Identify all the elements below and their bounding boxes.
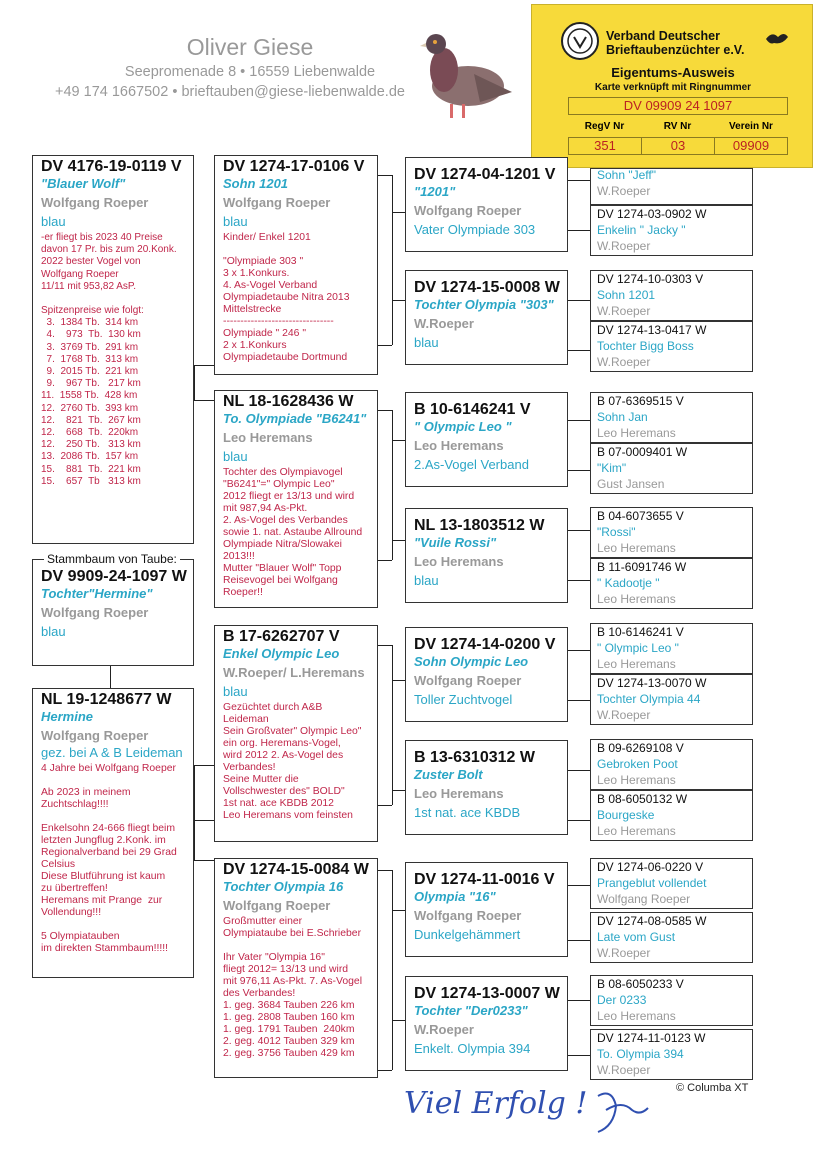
gen3-breeder: Leo Heremans (414, 786, 504, 801)
gen3-name: Tochter "Der0233" (414, 1003, 528, 1018)
card-col-rv: RV Nr (663, 121, 692, 132)
breeder-name: Oliver Giese (186, 34, 314, 60)
signature-scribble-icon (592, 1086, 652, 1138)
gen4-name: Gebroken Poot (597, 757, 678, 771)
gen4-name: Tochter Bigg Boss (597, 339, 694, 353)
gen4-name: "Kim" (597, 461, 627, 475)
gen4-name: " Olympic Leo " (597, 641, 679, 655)
gen4-ring: DV 1274-08-0585 W (597, 914, 707, 928)
gen4-ring: B 09-6269108 V (597, 741, 684, 755)
grandfather-paternal-box (214, 155, 378, 375)
gen4-ring: DV 1274-11-0123 W (597, 1031, 706, 1045)
gen4-ring: B 08-6050132 W (597, 792, 688, 806)
fm-breeder: Leo Heremans (223, 430, 313, 445)
gen3-desc: Dunkelgehämmert (414, 927, 521, 942)
gen3-breeder: Wolfgang Roeper (414, 908, 522, 923)
gen3-box (405, 627, 568, 722)
pigeon-emblem-icon (764, 29, 790, 47)
gen3-desc: Vater Olympiade 303 (414, 222, 536, 237)
card-ring-number: DV 09909 24 1097 (568, 97, 788, 115)
connector (110, 666, 111, 688)
gen3-breeder: Wolfgang Roeper (414, 673, 522, 688)
gen4-ring: B 08-6050233 V (597, 977, 684, 991)
copyright: © Columba XT (676, 1082, 749, 1094)
gen3-ring: B 10-6146241 V (414, 401, 531, 418)
father-breeder: Wolfgang Roeper (41, 195, 149, 210)
gen3-ring: DV 1274-04-1201 V (414, 166, 556, 183)
gen4-box (590, 392, 753, 443)
card-org-name: Verband Deutscher Brieftaubenzüchter e.V. (606, 29, 745, 57)
gen4-box (590, 443, 753, 494)
gen3-desc: 1st nat. ace KBDB (414, 805, 521, 820)
gen4-breeder: Leo Heremans (597, 657, 676, 671)
gen4-name: Prangeblut vollendet (597, 876, 707, 890)
gen4-breeder: Leo Heremans (597, 426, 676, 440)
gen3-desc: Enkelt. Olympia 394 (414, 1041, 531, 1056)
gen3-breeder: W.Roeper (414, 316, 474, 331)
gen3-name: Sohn Olympic Leo (414, 654, 529, 669)
gen4-name: Enkelin " Jacky " (597, 223, 686, 237)
breeder-contact: +49 174 1667502 • brieftauben@giese-liebenwalde.de (55, 84, 405, 100)
gen4-box (590, 790, 753, 841)
mm-breeder: Wolfgang Roeper (223, 898, 331, 913)
father-color: blau (41, 214, 66, 229)
gen4-ring: DV 1274-13-0070 W (597, 676, 707, 690)
subject-label: Stammbaum von Taube: (44, 552, 180, 566)
gen3-desc: 2.As-Vogel Verband (414, 457, 529, 472)
gen3-box (405, 862, 568, 957)
gen4-box (590, 623, 753, 674)
pigeon-photo (414, 30, 514, 124)
gen4-breeder: Leo Heremans (597, 773, 676, 787)
gen4-ring: B 10-6146241 V (597, 625, 684, 639)
father-name: "Blauer Wolf" (41, 176, 126, 191)
gen4-ring: DV 1274-03-0902 W (597, 207, 707, 221)
gen4-breeder: W.Roeper (597, 184, 651, 198)
gen3-breeder: Leo Heremans (414, 438, 504, 453)
gen3-ring: DV 1274-15-0008 W (414, 279, 560, 296)
gen3-name: Zuster Bolt (414, 767, 483, 782)
mother-name: Hermine (41, 709, 94, 724)
gen3-name: Tochter Olympia "303" (414, 297, 554, 312)
mm-ring: DV 1274-15-0084 W (223, 861, 369, 878)
gen4-name: Sohn 1201 (597, 288, 656, 302)
gen4-breeder: W.Roeper (597, 1063, 651, 1077)
father-box (32, 155, 194, 544)
gen3-desc: blau (414, 573, 439, 588)
gen4-name: Tochter Olympia 44 (597, 692, 701, 706)
breeder-address: Seepromenade 8 • 16559 Liebenwalde (124, 64, 376, 80)
gen3-desc: blau (414, 335, 439, 350)
gen3-desc: Toller Zuchtvogel (414, 692, 513, 707)
gen4-box (590, 507, 753, 558)
ff-color: blau (223, 214, 248, 229)
card-values: 351 03 09909 (568, 137, 788, 155)
ff-name: Sohn 1201 (223, 176, 289, 191)
father-notes: -er fliegt bis 2023 40 Preise davon 17 Pr. bis zum 20.Konk. 2022 bester Vogel von Wolfgang Roeper 11/11 mit 953,82 AsP. Spitzenpreise wie folgt: 3. 1384 Tb. 314 km 4. 973 Tb. 130 km 3. 3769 Tb. 291 km 7. 1768 Tb. 313 km 9. 2015 Tb. 221 km 9. 967 Tb. 217 km 11. 1558 Tb. 428 km 12. 2760 Tb. 393 km 12. 821 Tb. 267 km 12. 668 Tb. 220km 12. 250 Tb. 313 km 13. 2086 Tb. 157 km 15. 881 Tb. 221 km 15. 657 Tb 313 km (41, 232, 177, 487)
gen3-name: "1201" (414, 184, 456, 199)
gen4-breeder: W.Roeper (597, 355, 651, 369)
grandmother-maternal-box (214, 858, 378, 1078)
gen4-breeder: Leo Heremans (597, 1009, 676, 1023)
gen4-name: Der 0233 (597, 993, 647, 1007)
fm-notes: Tochter des Olympiavogel "B6241"=" Olympic Leo" 2012 fliegt er 13/13 und wird mit 987,94 As-Pkt. 2. As-Vogel des Verbandes sowie 1. nat. Astaube Allround Olympiade Nitra/Slowakei 2013!!! Mutter "Blauer Wolf" Topp Reisevogel bei Wolfgang Roeper!! (223, 467, 363, 598)
mother-color: gez. bei A & B Leideman (41, 745, 183, 760)
gen4-name: Sohn Jan (597, 410, 648, 424)
gen4-name: "Rossi" (597, 525, 636, 539)
gen3-box (405, 392, 568, 487)
mother-box (32, 688, 194, 978)
father-ring: DV 4176-19-0119 V (41, 158, 182, 175)
gen3-box (405, 157, 568, 252)
subject-color: blau (41, 624, 66, 639)
subject-ring: DV 9909-24-1097 W (41, 568, 187, 585)
vdb-logo-icon (560, 21, 600, 61)
ff-breeder: Wolfgang Roeper (223, 195, 331, 210)
gen4-breeder: W.Roeper (597, 946, 651, 960)
gen3-ring: NL 13-1803512 W (414, 517, 545, 534)
mother-notes: 4 Jahre bei Wolfgang Roeper Ab 2023 in meinem Zuchtschlag!!!! Enkelsohn 24-666 fliegt beim letzten Jungflug 2.Konk. im Regionalverband bei 29 Grad Celsius Diese Blutführung ist kaum zu übertreffen! Heremans mit Prange zur Vollendung!!! 5 Olympiatauben im direkten Stammbaum!!!!! (41, 763, 177, 954)
mm-name: Tochter Olympia 16 (223, 879, 344, 894)
gen4-breeder: W.Roeper (597, 239, 651, 253)
gen3-ring: DV 1274-13-0007 W (414, 985, 560, 1002)
gen4-name: To. Olympia 394 (597, 1047, 684, 1061)
gen4-breeder: W.Roeper (597, 304, 651, 318)
gen3-breeder: Wolfgang Roeper (414, 203, 522, 218)
card-col-regv: RegV Nr (584, 121, 625, 132)
gen4-box (590, 739, 753, 790)
gen4-breeder: Leo Heremans (597, 592, 676, 606)
gen4-box (590, 321, 753, 372)
fm-name: To. Olympiade "B6241" (223, 411, 367, 426)
gen3-box (405, 976, 568, 1071)
gen4-box (590, 858, 753, 909)
mf-name: Enkel Olympic Leo (223, 646, 340, 661)
gen4-breeder: Leo Heremans (597, 541, 676, 555)
gen4-box (590, 168, 753, 205)
subject-box (32, 559, 194, 666)
gen3-name: "Vuile Rossi" (414, 535, 497, 550)
gen4-name: Bourgeske (597, 808, 655, 822)
gen4-box (590, 270, 753, 321)
mother-breeder: Wolfgang Roeper (41, 728, 149, 743)
gen4-ring: DV 1274-10-0303 V (597, 272, 704, 286)
subject-name: Tochter"Hermine" (41, 586, 153, 601)
card-col-verein: Verein Nr (729, 121, 773, 132)
gen3-name: Olympia "16" (414, 889, 496, 904)
gen4-ring: DV 1274-13-0417 W (597, 323, 707, 337)
gen3-ring: DV 1274-14-0200 V (414, 636, 556, 653)
gen4-box (590, 674, 753, 725)
subject-breeder: Wolfgang Roeper (41, 605, 149, 620)
gen3-name: " Olympic Leo " (414, 419, 512, 434)
gen4-box (590, 205, 753, 256)
gen3-ring: DV 1274-11-0016 V (414, 871, 555, 888)
gen4-breeder: Leo Heremans (597, 824, 676, 838)
mf-ring: B 17-6262707 V (223, 628, 340, 645)
mf-notes: Gezüchtet durch A&B Leideman Sein Großvater" Olympic Leo" ein org. Heremans-Vogel, wird 2012 2. As-Vogel des Verbandes! Seine Mutter die Vollschwester des" BOLD" 1st nat. ace KBDB 2012 Leo Heremans vom feinsten (223, 702, 362, 821)
gen4-name: Late vom Gust (597, 930, 676, 944)
grandfather-maternal-box (214, 625, 378, 842)
gen4-name: Sohn "Jeff" (597, 168, 657, 182)
gen4-ring: B 04-6073655 V (597, 509, 684, 523)
ownership-card (531, 4, 813, 168)
signature: Viel Erfolg ! (404, 1086, 588, 1121)
mother-ring: NL 19-1248677 W (41, 691, 172, 708)
fm-ring: NL 18-1628436 W (223, 393, 354, 410)
ff-notes: Kinder/ Enkel 1201 "Olympiade 303 " 3 x 1.Konkurs. 4. As-Vogel Verband Olympiadetaube Nitra 2013 Mittelstrecke -------------------------------- Olympiade " 246 " 2 x 1.Konkurs Olympiadetaube Dortmund (223, 232, 350, 363)
gen4-ring: B 07-0009401 W (597, 445, 688, 459)
gen3-ring: B 13-6310312 W (414, 749, 535, 766)
gen4-breeder: Wolfgang Roeper (597, 892, 691, 906)
gen3-box (405, 740, 568, 835)
gen4-box (590, 558, 753, 609)
gen4-name: " Kadootje " (597, 576, 660, 590)
mf-color: blau (223, 684, 248, 699)
gen3-breeder: W.Roeper (414, 1022, 474, 1037)
gen3-breeder: Leo Heremans (414, 554, 504, 569)
ff-ring: DV 1274-17-0106 V (223, 158, 365, 175)
gen4-box (590, 912, 753, 963)
gen4-breeder: Gust Jansen (597, 477, 665, 491)
fm-color: blau (223, 449, 248, 464)
gen3-box (405, 508, 568, 603)
gen4-box (590, 1029, 753, 1080)
mf-breeder: W.Roeper/ L.Heremans (223, 665, 365, 680)
gen3-box (405, 270, 568, 365)
card-subtitle: Karte verknüpft mit Ringnummer (594, 82, 752, 93)
card-title: Eigentums-Ausweis (611, 65, 735, 80)
gen4-box (590, 975, 753, 1026)
grandmother-paternal-box (214, 390, 378, 608)
mm-notes: Großmutter einer Olympiataube bei E.Schrieber Ihr Vater "Olympia 16" fliegt 2012= 13/13 und wird mit 976,11 As-Pkt. 7. As-Vogel des Verbandes! 1. geg. 3684 Tauben 226 km 1. geg. 2808 Tauben 160 km 1. geg. 1791 Tauben 240km 2. geg. 4012 Tauben 329 km 2. geg. 3756 Tauben 429 km (223, 916, 362, 1059)
gen4-ring: B 11-6091746 W (597, 560, 687, 574)
gen4-ring: DV 1274-06-0220 V (597, 860, 704, 874)
gen4-breeder: W.Roeper (597, 708, 651, 722)
gen4-ring: B 07-6369515 V (597, 394, 684, 408)
